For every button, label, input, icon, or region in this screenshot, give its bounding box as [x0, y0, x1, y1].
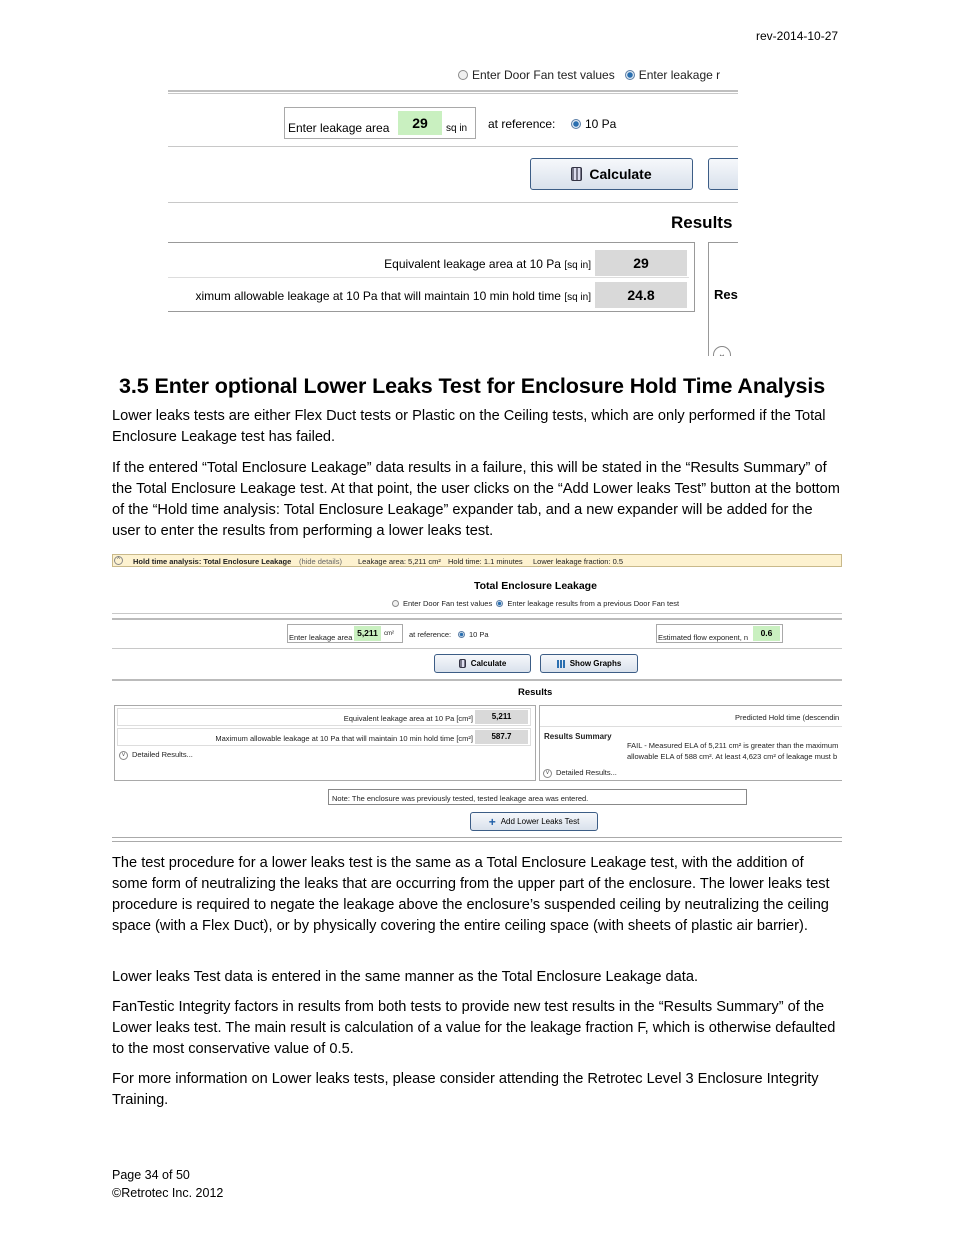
leakage-area-unit: sq in: [446, 123, 468, 134]
radio-door-fan-icon[interactable]: [392, 600, 399, 607]
divider: [112, 679, 842, 681]
leakage-area-input[interactable]: 29: [398, 111, 442, 135]
leakage-area-input[interactable]: 5,211: [354, 626, 381, 641]
calculate-button[interactable]: [530, 158, 693, 190]
flow-exponent-label: Estimated flow exponent, n: [658, 633, 749, 642]
leakage-entry-screenshot: [168, 62, 738, 356]
input-mode-radios: [458, 68, 720, 82]
expander-title: Hold time analysis: Total Enclosure Leakage: [133, 557, 292, 566]
paragraph: The test procedure for a lower leaks test is the same as a Total Enclosure Leakage test, with the addition of some form of neutralizing the leaks that are occurring from the upper part of the enclosure. The lower leaks test procedure is required to negate the leakage above the enclosure’s suspended ceiling by neutralizing the ceiling space (with a Flex Duct), or by physically covering the entire ceiling space (with sheets of plastic air barrier).: [112, 855, 830, 934]
flow-exponent-input[interactable]: 0.6: [753, 626, 780, 641]
divider: [112, 841, 842, 842]
row2-value: 587.7: [475, 730, 528, 744]
lower-fraction-summary: Lower leakage fraction: 0.5: [533, 557, 624, 566]
summary-line-2: allowable ELA of 588 cm². At least 4,623 cm² of leakage must b: [627, 752, 838, 761]
radio-leakage-icon[interactable]: [625, 70, 635, 80]
radio-door-fan-label: Enter Door Fan test values: [472, 68, 615, 82]
radio-door-fan-icon[interactable]: [458, 70, 468, 80]
chevron-up-icon[interactable]: ^: [114, 556, 123, 565]
predicted-hold-time-label: Predicted Hold time (descendin: [735, 713, 840, 722]
input-mode-radios: [392, 599, 679, 608]
show-graphs-button-partial[interactable]: [708, 158, 738, 190]
calculate-button-label: Calculate: [470, 659, 507, 668]
row1-label: Equivalent leakage area at 10 Pa: [384, 257, 561, 271]
panel-title: Total Enclosure Leakage: [474, 580, 597, 592]
reference-label: at reference:: [409, 630, 452, 639]
leakage-area-label: Enter leakage area: [288, 121, 390, 135]
divider: [540, 726, 842, 727]
page-number: Page 34 of 50: [112, 1168, 190, 1182]
revision-label: rev-2014-10-27: [756, 29, 839, 43]
reference-option: [571, 117, 616, 131]
divider: [112, 837, 842, 838]
paragraph: For more information on Lower leaks tests, please consider attending the Retrotec Level 3 Enclosure Integrity Training.: [112, 1071, 819, 1108]
results-title: Results: [518, 687, 553, 698]
chevron-down-icon: v: [119, 751, 128, 760]
reference-value: 10 Pa: [469, 630, 489, 639]
reference-option: [458, 630, 489, 639]
table-row: [117, 728, 531, 746]
results-title: Results: [671, 213, 733, 232]
note-box: [328, 789, 747, 805]
row2-unit: [sq in]: [564, 292, 591, 303]
chevron-down-icon: v: [543, 769, 552, 778]
copyright: ©Retrotec Inc. 2012: [112, 1186, 224, 1200]
results-table: [168, 242, 695, 312]
bar-chart-icon: [557, 660, 565, 668]
hide-details-link[interactable]: (hide details): [299, 557, 342, 566]
paragraph: If the entered “Total Enclosure Leakage” data results in a failure, this will be stated in the “Results Summary” of the Total Enclosure Leakage test. At that point, the user clicks on the “Add Lower leaks Test” button at the bottom of the “Hold time analysis: Total Enclosure Leakage” expander tab, and a new expander will be added for the user to enter the results from performing a lower leaks test.: [112, 460, 840, 539]
chevron-down-icon[interactable]: ⌄: [713, 346, 731, 356]
row2-label: Maximum allowable leakage at 10 Pa that will maintain 10 min hold time [cm²]: [215, 734, 473, 743]
expander-header[interactable]: [112, 554, 842, 567]
hold-time-summary: Hold time: 1.1 minutes: [448, 557, 523, 566]
divider: [168, 202, 738, 203]
divider: [112, 613, 842, 614]
plus-icon: +: [488, 814, 496, 829]
paragraph: Lower leaks Test data is entered in the same manner as the Total Enclosure Leakage data.: [112, 969, 699, 985]
radio-previous-label: Enter leakage results from a previous Door Fan test: [507, 599, 680, 608]
calculator-icon: [571, 167, 582, 181]
radio-door-fan-label: Enter Door Fan test values: [403, 599, 493, 608]
leakage-area-unit: cm²: [384, 631, 394, 637]
results-summary-panel: [539, 705, 842, 781]
leakage-area-field: [287, 624, 403, 643]
add-lower-leaks-test-label: Add Lower Leaks Test: [500, 817, 580, 826]
row1-label: Equivalent leakage area at 10 Pa [cm²]: [343, 714, 473, 723]
detailed-results-left[interactable]: [119, 750, 193, 760]
section-heading: 3.5 Enter optional Lower Leaks Test for Enclosure Hold Time Analysis: [119, 374, 826, 398]
calculator-icon: [459, 659, 466, 668]
divider: [112, 648, 842, 649]
calculate-button[interactable]: [434, 654, 531, 673]
radio-leakage-label: Enter leakage r: [638, 68, 721, 82]
results-summary-label-partial: Res: [714, 287, 738, 302]
detailed-results-right[interactable]: [543, 768, 617, 778]
paragraph: Lower leaks tests are either Flex Duct tests or Plastic on the Ceiling tests, which are only performed if the Total Enclosure Leakage test has failed.: [112, 408, 826, 445]
leakage-area-label: Enter leakage area: [289, 633, 353, 642]
row1-unit: [sq in]: [564, 260, 591, 271]
leakage-area-field: [284, 107, 476, 139]
radio-10pa-icon[interactable]: [458, 631, 465, 638]
radio-10pa-icon[interactable]: [571, 119, 581, 129]
table-row: [168, 280, 689, 309]
divider: [112, 618, 842, 620]
note-text: Note: The enclosure was previously tested, tested leakage area was entered.: [332, 794, 589, 803]
table-row: [117, 708, 531, 726]
row1-value: 5,211: [475, 710, 528, 724]
calculate-button-label: Calculate: [589, 166, 652, 182]
divider: [168, 93, 738, 94]
table-row: [168, 248, 689, 278]
results-table: [114, 705, 536, 781]
show-graphs-button[interactable]: [540, 654, 638, 673]
results-summary-panel-partial: [708, 242, 738, 356]
row2-value: 24.8: [595, 282, 687, 308]
divider: [168, 90, 738, 92]
results-summary-label: Results Summary: [544, 732, 612, 741]
row2-label: ximum allowable leakage at 10 Pa that will maintain 10 min hold time: [195, 289, 561, 303]
detailed-results-label: Detailed Results...: [556, 768, 617, 777]
radio-previous-icon[interactable]: [496, 600, 503, 607]
reference-value: 10 Pa: [585, 117, 617, 131]
add-lower-leaks-test-button[interactable]: [470, 812, 598, 831]
paragraph: FanTestic Integrity factors in results from both tests to provide new test results in the “Results Summary” of the Lower leaks test. The main result is calculation of a value for the leakage fraction F, which is otherwise defaulted to the most conservative value of 0.5.: [112, 999, 836, 1057]
show-graphs-label: Show Graphs: [569, 659, 622, 668]
divider: [168, 146, 738, 147]
detailed-results-label: Detailed Results...: [132, 750, 193, 759]
flow-exponent-field: [656, 624, 783, 643]
reference-label: at reference:: [488, 117, 556, 131]
summary-line-1: FAIL - Measured ELA of 5,211 cm² is greater than the maximum: [627, 741, 839, 750]
leakage-area-summary: Leakage area: 5,211 cm²: [358, 557, 441, 566]
row1-value: 29: [595, 250, 687, 276]
hold-time-expander-screenshot: [112, 552, 842, 844]
